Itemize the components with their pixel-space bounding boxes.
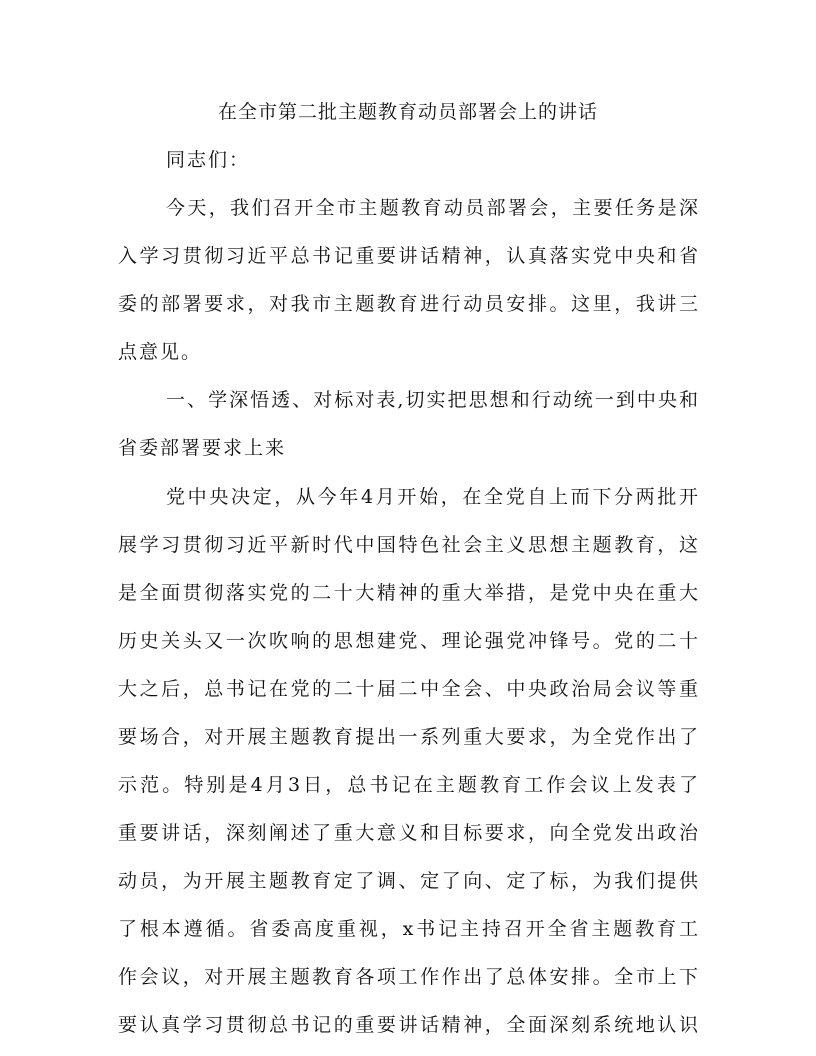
paragraph-2-line: 党中央决定，从今年4月开始，在全党自上而下分两批开	[166, 486, 698, 508]
paragraph-2-line: 展学习贯彻习近平新时代中国特色社会主义思想主题教育，这	[118, 534, 698, 556]
paragraph-2-line: 历史关头又一次吹响的思想建党、理论强党冲锋号。党的二十	[118, 630, 698, 652]
paragraph-2-line: 了根本遵循。省委高度重视，x书记主持召开全省主题教育工	[118, 918, 698, 940]
paragraph-2-line: 动员，为开展主题教育定了调、定了向、定了标，为我们提供	[118, 870, 698, 892]
paragraph-1-line: 入学习贯彻习近平总书记重要讲话精神，认真落实党中央和省	[118, 245, 698, 267]
paragraph-1-line: 今天，我们召开全市主题教育动员部署会，主要任务是深	[166, 197, 698, 219]
section-heading-line: 省委部署要求上来	[118, 437, 287, 459]
paragraph-2-line: 要场合，对开展主题教育提出一系列重大要求，为全党作出了	[118, 726, 698, 748]
section-heading-line: 一、学深悟透、对标对表,切实把思想和行动统一到中央和	[166, 389, 698, 411]
document-title: 在全市第二批主题教育动员部署会上的讲话	[217, 101, 598, 123]
paragraph-1-line: 委的部署要求，对我市主题教育进行动员安排。这里，我讲三	[118, 293, 698, 315]
paragraph-2-line: 示范。特别是4月3日，总书记在主题教育工作会议上发表了	[118, 774, 698, 796]
paragraph-1-line: 点意见。	[118, 341, 203, 363]
paragraph-2-line: 作会议，对开展主题教育各项工作作出了总体安排。全市上下	[118, 966, 698, 988]
paragraph-2-line: 要认真学习贯彻总书记的重要讲话精神，全面深刻系统地认识	[118, 1014, 698, 1036]
paragraph-2-line: 是全面贯彻落实党的二十大精神的重大举措，是党中央在重大	[118, 582, 698, 604]
paragraph-2-line: 重要讲话，深刻阐述了重大意义和目标要求，向全党发出政治	[118, 822, 698, 844]
paragraph-2-line: 大之后，总书记在党的二十届二中全会、中央政治局会议等重	[118, 678, 698, 700]
salutation: 同志们：	[166, 149, 251, 171]
